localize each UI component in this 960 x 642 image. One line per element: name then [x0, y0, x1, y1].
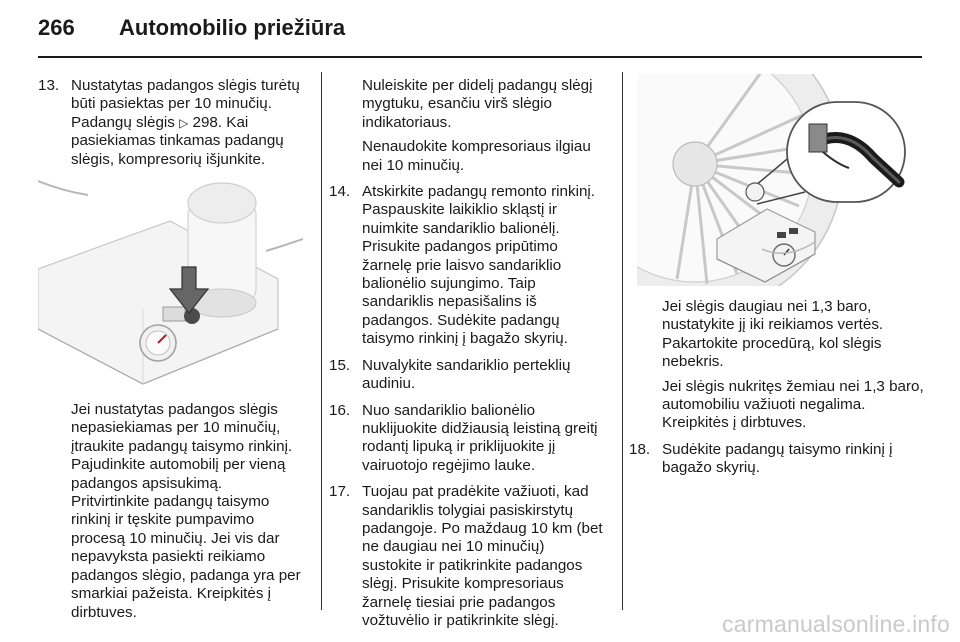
paragraph-deflate-button: Nuleiskite per didelį padangų slėgį mygtuku, esančiu virš slėgio indikatoriaus.	[362, 77, 593, 131]
page-title: Automobilio priežiūra	[119, 15, 346, 40]
step-18	[629, 441, 925, 478]
step-text	[71, 77, 308, 169]
paragraph-pressure-not-reached: Jei nustatytas padangos slėgis nepasiekiamas per 10 minučių, įtraukite padangų taisymo rinkinį. Pajudinkite automobilį per vieną padangos apsisukimą.	[71, 401, 293, 492]
column-3	[629, 74, 925, 478]
step-number: 15.	[329, 356, 351, 374]
triangle-right-ref-icon: ▷	[179, 115, 189, 130]
step-number: 13.	[38, 77, 60, 94]
column-1	[38, 77, 308, 622]
paragraph-compressor-limit: Nenaudokite kompresoriaus ilgiau nei 10 minučių.	[362, 138, 591, 174]
header-rule	[38, 56, 922, 58]
wheel-compressor-illustration	[637, 74, 907, 286]
column-2	[329, 77, 607, 630]
step-16	[329, 402, 607, 476]
step-text-after: 298. Kai pasiekiamas tinkamas padangų slėgis, kompresorių išjunkite.	[71, 113, 284, 168]
step-text: Atskirkite padangų remonto rinkinį. Paspauskite laikiklio skląstį ir nuimkite sandariklio balionėlį. Prisukite padangos pripūtimo žarnelę prie laisvo sandariklio balionėlio sujungimo. Taip sandariklis nepasišalins iš padangos. Sudėkite padangų taisymo rinkinį į bagažo skyrių.	[362, 183, 595, 348]
step-text: Sudėkite padangų taisymo rinkinį į bagažo skyrių.	[662, 440, 893, 477]
step-number: 18.	[629, 440, 651, 458]
watermark: carmanualsonline.info	[722, 611, 950, 637]
page-number: 266	[38, 15, 75, 40]
step-text-before: Nustatytas padangos slėgis turėtų būti pasiektas per 10 minučių. Padangų slėgis	[71, 77, 300, 131]
step-number: 16.	[329, 401, 351, 419]
paragraph-pressure-above: Jei slėgis daugiau nei 1,3 baro, nustatykite jį iki reikiamos vertės. Pakartokite procedūrą, kol slėgis nebekris.	[662, 298, 884, 371]
step-text: Nuvalykite sandariklio perteklių audiniu.	[362, 356, 571, 393]
step-number: 17.	[329, 483, 351, 501]
compressor-gauge-illustration	[38, 179, 303, 389]
step-text: Tuojau pat pradėkite važiuoti, kad sandariklis tolygiai pasiskirstytų padangoje. Po maždaug 10 km (bet ne daugiau nei 10 minučių) sustokite ir patikrinkite padangos slėgį. Prisukite kompresoriaus žarnelę tiesiai prie padangos vožtuvėlio ir patikrinkite slėgį.	[362, 483, 603, 629]
column-divider-left	[321, 72, 322, 610]
paragraph-pressure-below: Jei slėgis nukritęs žemiau nei 1,3 baro, automobiliu važiuoti negalima. Kreipkitės į dirbtuves.	[662, 377, 924, 432]
paragraph-reattach-kit: Pritvirtinkite padangų taisymo rinkinį ir tęskite pumpavimo procesą 10 minučių. Jei vis dar nepavyksta pasiekti reikiamo padangos slėgio, padanga yra per smarkiai pažeista. Kreipkitės į dirbtuves.	[71, 493, 301, 621]
column-divider-right	[622, 72, 623, 610]
step-number: 14.	[329, 183, 351, 201]
step-15	[329, 357, 607, 394]
step-text: Nuo sandariklio balionėlio nuklijuokite didžiausią leistiną greitį rodantį lipuką ir priklijuokite jį vairuotojo regėjimo lauke.	[362, 401, 598, 474]
step-17	[329, 483, 607, 630]
step-13	[38, 77, 308, 169]
step-14	[329, 183, 607, 349]
